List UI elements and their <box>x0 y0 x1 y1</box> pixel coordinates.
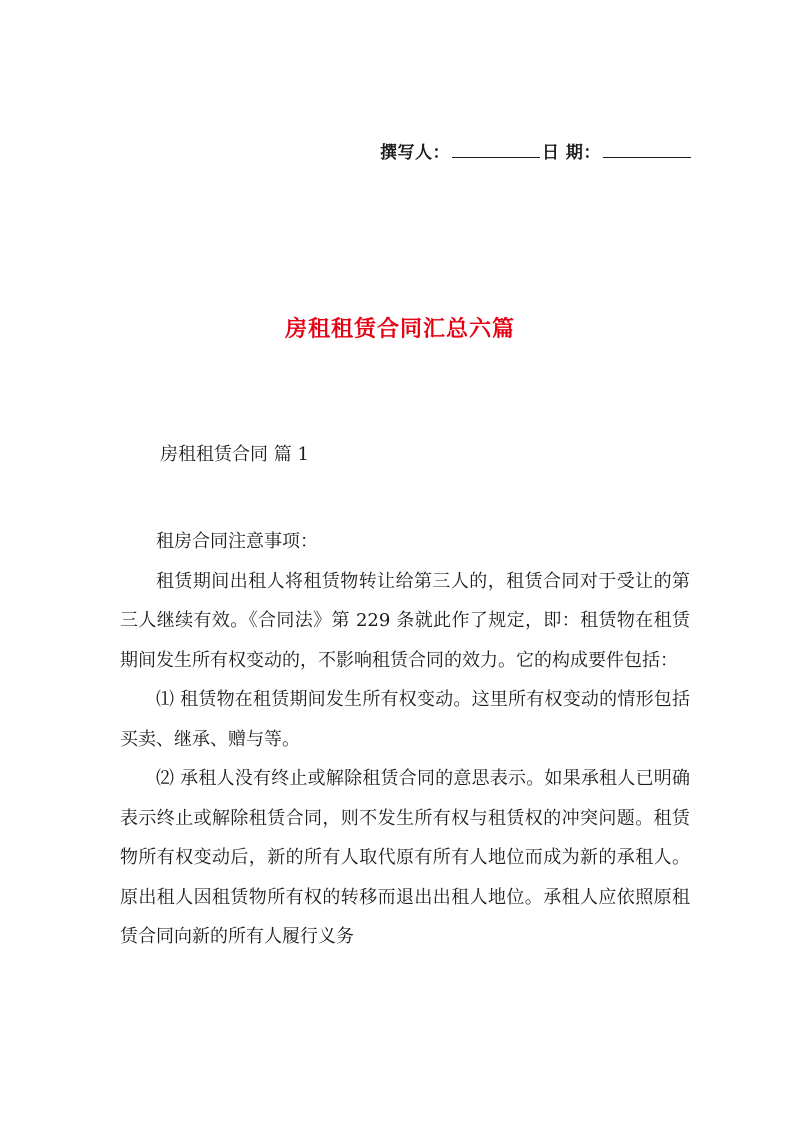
date-label: 日 期： <box>542 143 601 163</box>
author-date-line <box>380 138 693 163</box>
date-blank <box>603 143 691 158</box>
paragraph-item-1: ⑴ 租赁物在租赁期间发生所有权变动。这里所有权变动的情形包括买卖、继承、赠与等。 <box>120 689 690 750</box>
section-heading: 房租租赁合同 篇 1 <box>160 444 309 465</box>
paragraph-intro: 租赁期间出租人将租赁物转让给第三人的，租赁合同对于受让的第三人继续有效。《合同法》第 229 条就此作了规定，即：租赁物在租赁期间发生所有权变动的，不影响租赁合同的效力。它的构成要件包括： <box>120 570 690 671</box>
paragraph-notice-heading: 租房合同注意事项： <box>156 531 318 552</box>
paragraph-item-2: ⑵ 承租人没有终止或解除租赁合同的意思表示。如果承租人已明确表示终止或解除租赁合同，则不发生所有权与租赁权的冲突问题。租赁物所有权变动后，新的所有人取代原有所有人地位而成为新的承租人。原出租人因租赁物所有权的转移而退出出租人地位。承租人应依照原租赁合同向新的所有人履行义务 <box>120 768 690 947</box>
author-blank <box>452 143 540 158</box>
document-title: 房租租赁合同汇总六篇 <box>284 316 515 342</box>
document-body <box>120 522 690 957</box>
author-label: 撰写人： <box>380 143 450 163</box>
